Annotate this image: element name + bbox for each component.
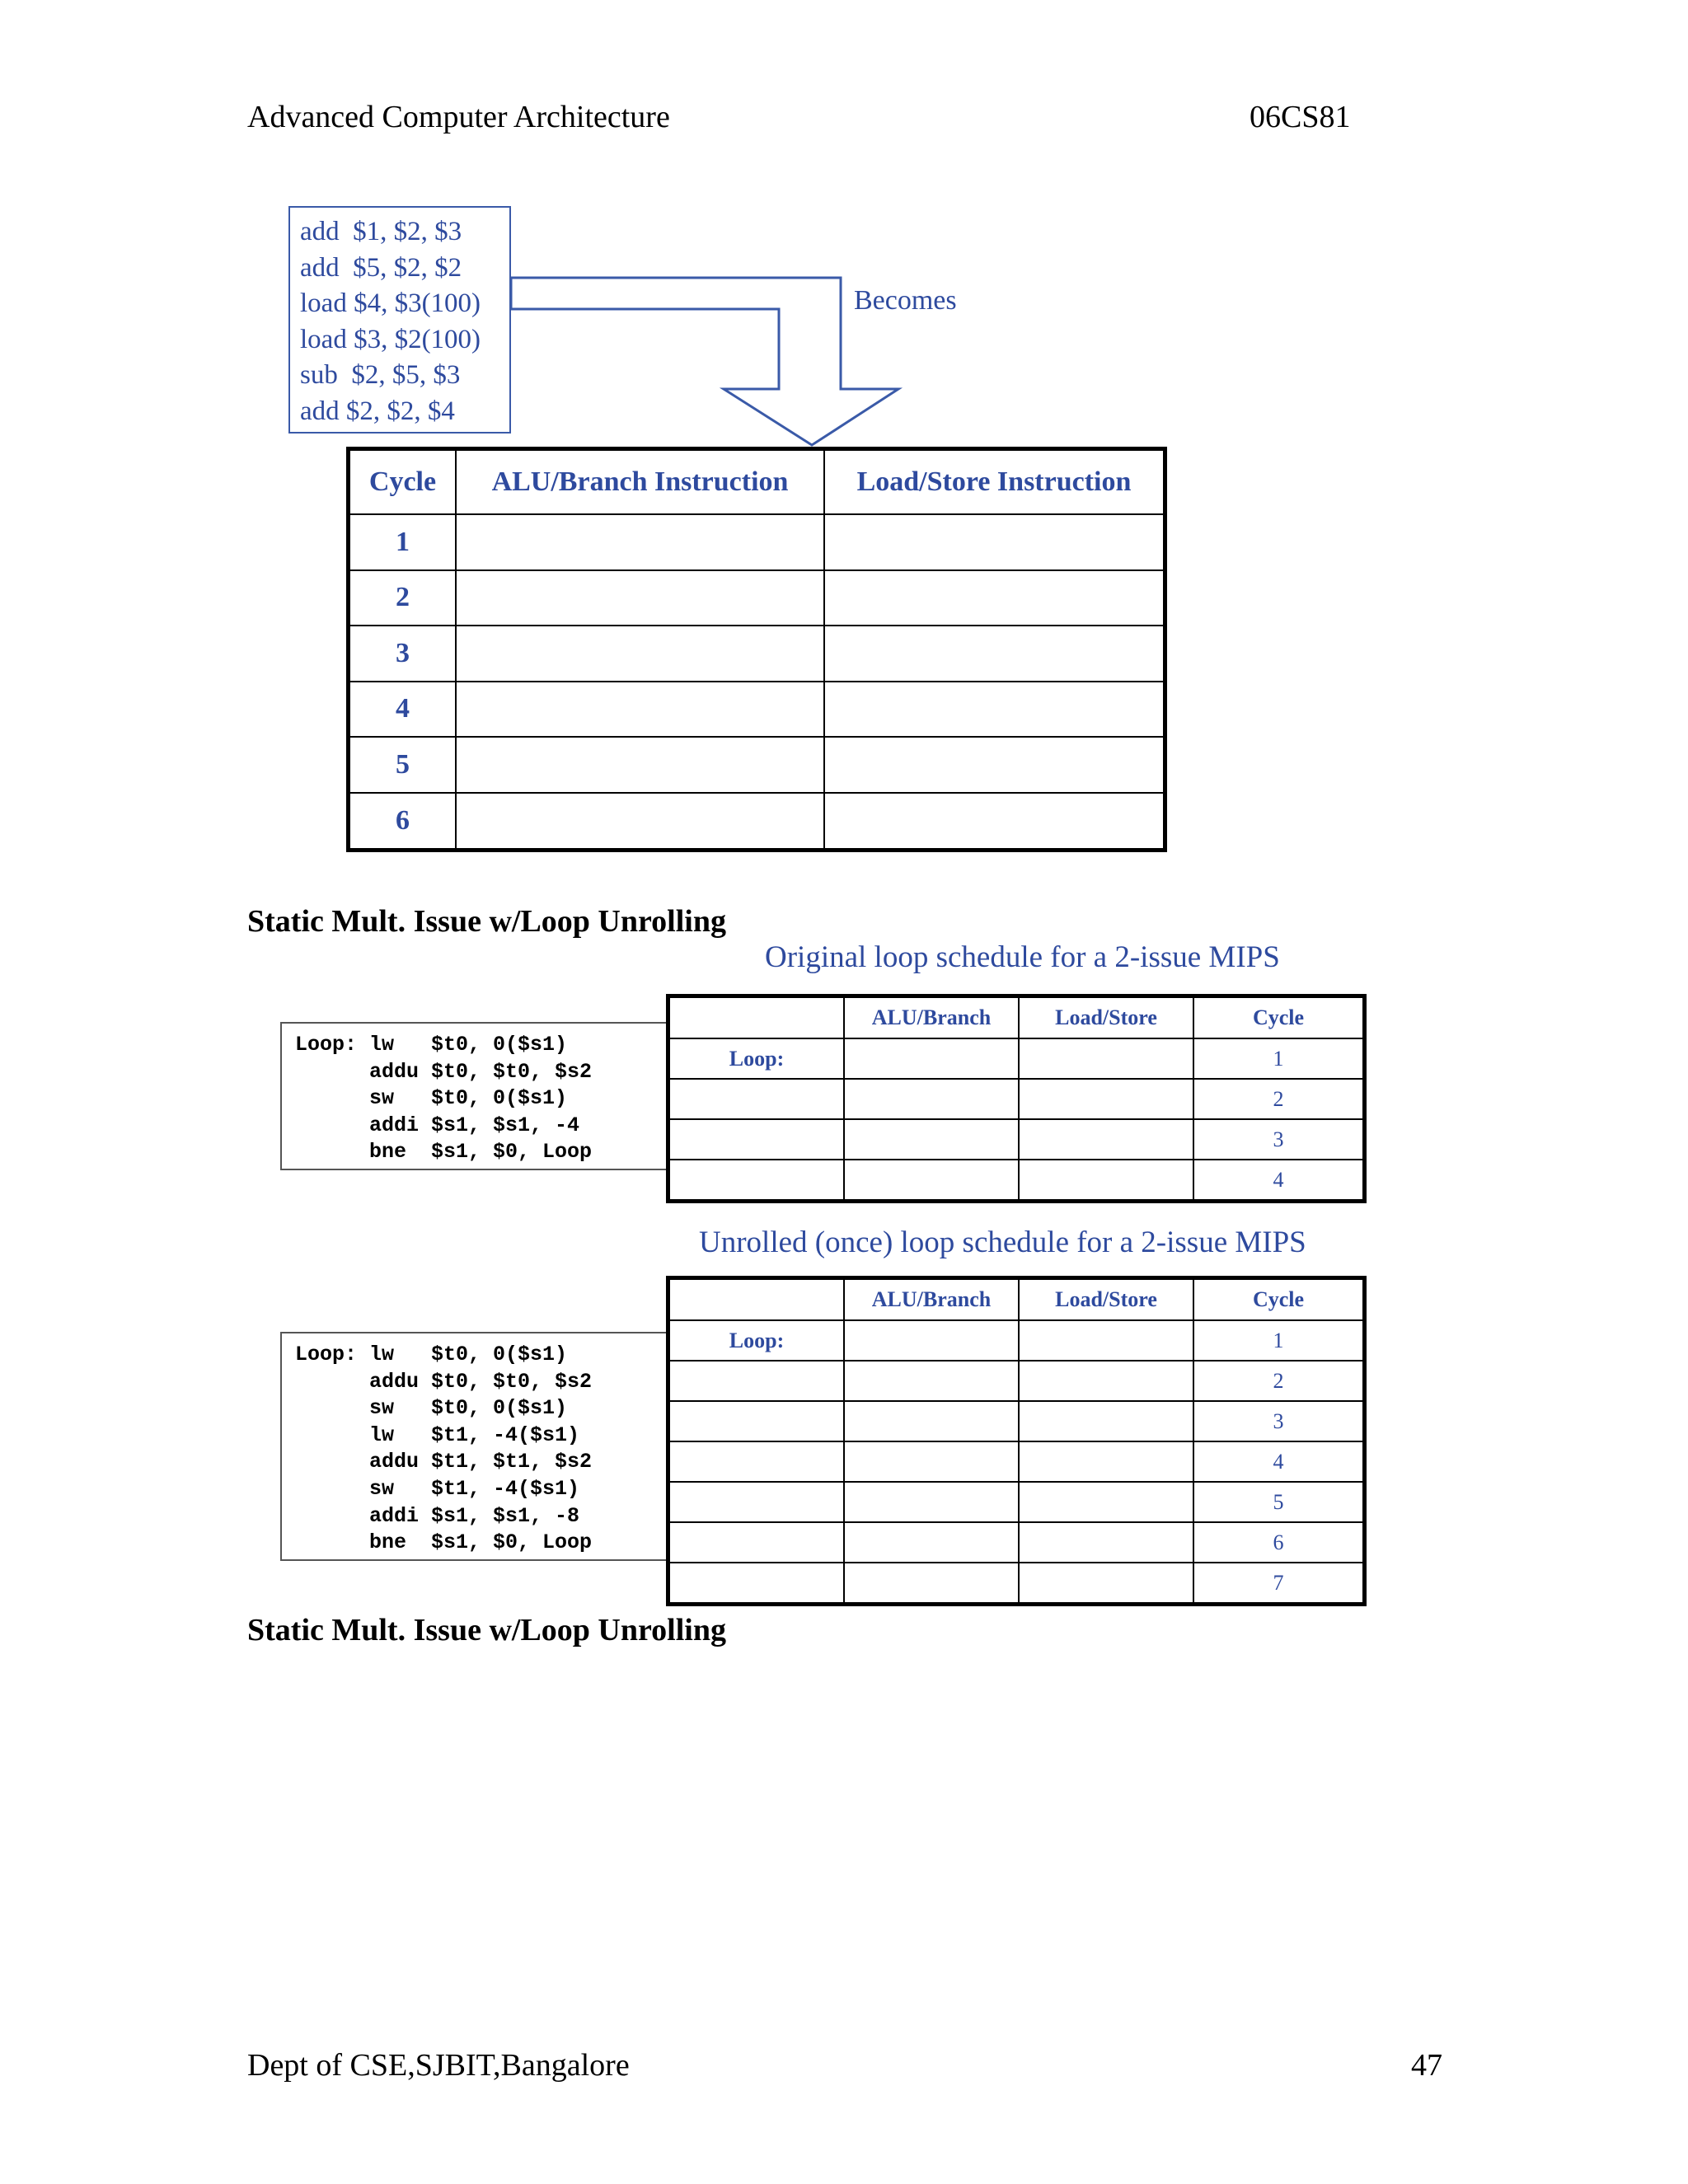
section-heading: Static Mult. Issue w/Loop Unrolling <box>247 904 726 939</box>
code-line: lw $t1, -4($s1) <box>295 1422 580 1447</box>
cycle-number: 4 <box>349 682 457 738</box>
code-line: addu $t0, $t0, $s2 <box>295 1369 593 1394</box>
cycle-number: 4 <box>1193 1160 1365 1202</box>
cycle-number: 5 <box>349 737 457 793</box>
table-row <box>668 1361 1365 1401</box>
code-line: bne $s1, $0, Loop <box>295 1530 593 1555</box>
original-schedule-title: Original loop schedule for a 2-issue MIPS <box>765 940 1280 974</box>
page-number: 47 <box>1411 2048 1442 2083</box>
section-heading: Static Mult. Issue w/Loop Unrolling <box>247 1613 726 1647</box>
column-header-alu-branch: ALU/Branch <box>844 996 1019 1039</box>
table-row <box>668 1522 1365 1563</box>
table-row <box>668 1401 1365 1441</box>
column-header-blank <box>668 996 845 1039</box>
table-header-row <box>668 996 1365 1039</box>
table-row <box>668 1482 1365 1522</box>
table-row <box>668 1079 1365 1119</box>
table-row <box>349 570 1165 626</box>
cycle-number: 6 <box>349 793 457 851</box>
code-line: load $3, $2(100) <box>300 324 481 354</box>
code-line: sw $t1, -4($s1) <box>295 1476 580 1501</box>
unrolled-loop-code <box>280 1332 668 1561</box>
code-line: load $4, $3(100) <box>300 288 481 318</box>
column-header-cycle: Cycle <box>1193 1278 1365 1321</box>
cycle-number: 7 <box>1193 1563 1365 1605</box>
column-header-alu-branch: ALU/Branch <box>844 1278 1019 1321</box>
table-header-row <box>349 449 1165 515</box>
column-header-blank <box>668 1278 845 1321</box>
column-header-load-store: Load/Store Instruction <box>824 449 1165 515</box>
table-header-row <box>668 1278 1365 1321</box>
cycle-number: 2 <box>1193 1361 1365 1401</box>
code-line: sw $t0, 0($s1) <box>295 1396 568 1421</box>
loop-label: Loop: <box>668 1320 845 1361</box>
code-line: add $2, $2, $4 <box>300 396 455 426</box>
table-row <box>668 1563 1365 1605</box>
cycle-number: 4 <box>1193 1441 1365 1482</box>
cycle-number: 3 <box>1193 1401 1365 1441</box>
table-row <box>668 1119 1365 1160</box>
cycle-number: 1 <box>1193 1038 1365 1079</box>
column-header-cycle: Cycle <box>1193 996 1365 1039</box>
unrolled-schedule-table <box>666 1276 1367 1606</box>
table-row <box>349 682 1165 738</box>
code-line: sw $t0, 0($s1) <box>295 1086 568 1111</box>
unrolled-schedule-title: Unrolled (once) loop schedule for a 2-issue MIPS <box>699 1226 1306 1259</box>
cycle-number: 3 <box>1193 1119 1365 1160</box>
table-row <box>349 626 1165 682</box>
code-line: sub $2, $5, $3 <box>300 360 461 390</box>
cycle-number: 2 <box>349 570 457 626</box>
cycle-number: 2 <box>1193 1079 1365 1119</box>
code-line: Loop: lw $t0, 0($s1) <box>295 1033 568 1057</box>
table-row <box>349 514 1165 570</box>
table-row <box>668 1038 1365 1079</box>
table-row <box>349 737 1165 793</box>
code-line: addu $t0, $t0, $s2 <box>295 1059 593 1084</box>
cycle-number: 5 <box>1193 1482 1365 1522</box>
column-header-load-store: Load/Store <box>1019 1278 1193 1321</box>
cycle-number: 1 <box>349 514 457 570</box>
header-course-code: 06CS81 <box>1250 100 1351 134</box>
code-line: addu $t1, $t1, $s2 <box>295 1450 593 1474</box>
cycle-number: 1 <box>1193 1320 1365 1361</box>
code-line: Loop: lw $t0, 0($s1) <box>295 1343 568 1366</box>
cycle-number: 3 <box>349 626 457 682</box>
footer-department: Dept of CSE,SJBIT,Bangalore <box>247 2048 630 2083</box>
column-header-load-store: Load/Store <box>1019 996 1193 1039</box>
column-header-alu-branch: ALU/Branch Instruction <box>456 449 824 515</box>
cycle-instruction-table <box>346 447 1167 852</box>
header-title: Advanced Computer Architecture <box>247 100 670 134</box>
table-row <box>668 1320 1365 1361</box>
table-row <box>349 793 1165 851</box>
becomes-arrow-icon <box>0 0 1688 462</box>
table-row <box>668 1160 1365 1202</box>
code-line: addi $s1, $s1, -4 <box>295 1113 580 1137</box>
code-line: add $5, $2, $2 <box>300 252 462 283</box>
becomes-label: Becomes <box>854 285 957 316</box>
loop-label: Loop: <box>668 1038 845 1079</box>
table-row <box>668 1441 1365 1482</box>
code-line: add $1, $2, $3 <box>300 217 462 246</box>
cycle-number: 6 <box>1193 1522 1365 1563</box>
code-line: bne $s1, $0, Loop <box>295 1140 593 1165</box>
original-loop-code <box>280 1022 668 1170</box>
original-schedule-table <box>666 994 1367 1203</box>
column-header-cycle: Cycle <box>349 449 457 515</box>
code-line: addi $s1, $s1, -8 <box>295 1503 580 1528</box>
